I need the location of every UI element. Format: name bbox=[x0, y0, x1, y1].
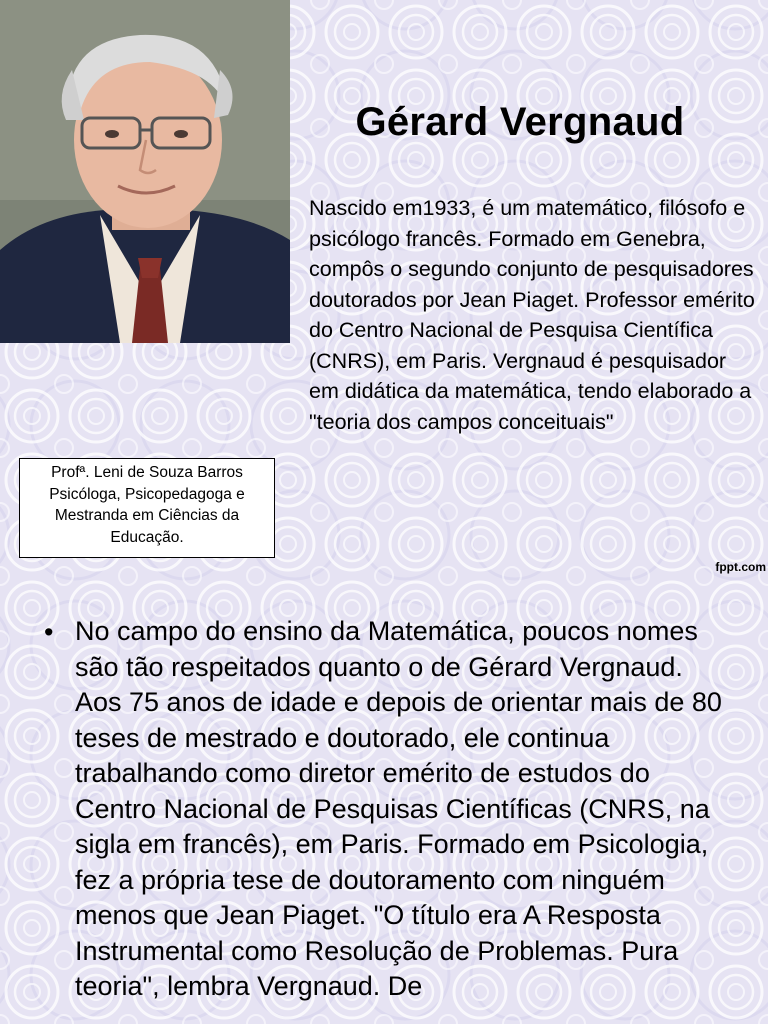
credit-line-name: Profª. Leni de Souza Barros bbox=[51, 464, 243, 481]
bio-paragraph: Nascido em1933, é um matemático, filósofo e psicólogo francês. Formado em Genebra, compôs o segundo conjunto de pesquisadores doutorados por Jean Piaget. Professor emérito do Centro Nacional de Pesquisa Científica (CNRS), em Paris. Vergnaud é pesquisador em didática da matemática, tendo elaborado a "teoria dos campos conceituais" bbox=[309, 196, 755, 434]
credit-line-degree: Mestranda em Ciências da bbox=[54, 507, 240, 524]
slide-two bbox=[0, 578, 768, 1024]
author-credit-box bbox=[19, 458, 275, 558]
page-title: Gérard Vergnaud bbox=[355, 100, 685, 144]
credit-line-field: Educação. bbox=[110, 528, 184, 546]
bullet-dot-icon: • bbox=[44, 617, 54, 647]
credit-line-profession: Psicóloga, Psicopedagoga e bbox=[49, 485, 245, 503]
portrait-photo bbox=[0, 0, 290, 343]
fppt-watermark: fppt.com bbox=[715, 560, 766, 574]
bullet-text: No campo do ensino da Matemática, poucos nomes são tão respeitados quanto o de Gérard Vergnaud. Aos 75 anos de idade e depois de orientar mais de 80 teses de mestrado e doutorado, ele continua trabalhando como diretor emérito de estudos do Centro Nacional de Pesquisas Científicas (CNRS, na sigla em francês), em Paris. Formado em Psicologia, fez a própria tese de doutoramento com ninguém menos que Jean Piaget. "O título era A Resposta Instrumental como Resolução de Problemas. Pura teoria", lembra Vergnaud. De bbox=[75, 616, 722, 1001]
